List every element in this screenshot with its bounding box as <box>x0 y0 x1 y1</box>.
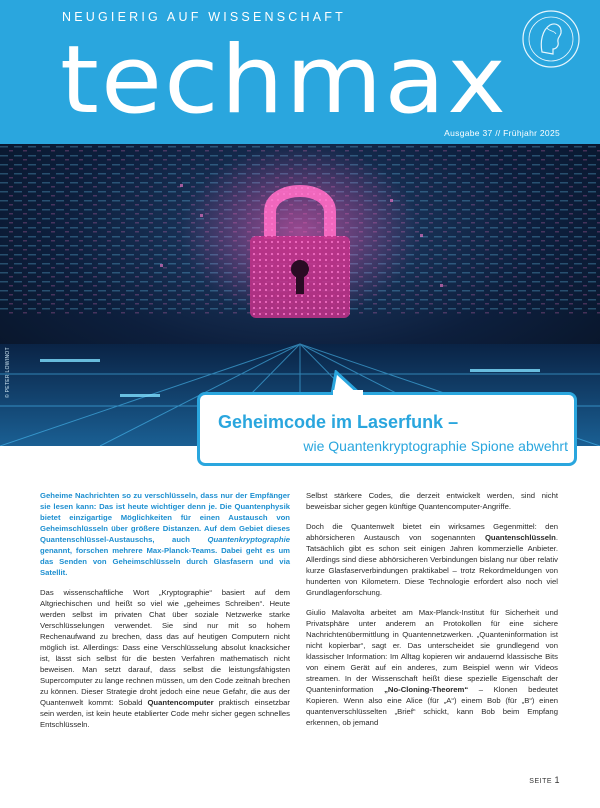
lead-paragraph: Geheime Nachrichten so zu verschlüsseln, dass nur der Empfänger sie lesen kann: Das ist heute wichtiger denn je. Die Quantenphysik bietet einzigartige Möglichkeiten für einen Austausch von Geheimschlüsseln über größere Distanzen. Auf dem Gebiet dieses Quantenschlüssel-Austauschs, auch Quantenkryptographie genannt, forschen mehrere Max-Planck-Teams. Dabei geht es um das Senden von Geheimschlüsseln durch Glasfasern und via Satellit. <box>40 491 290 577</box>
tagline: NEUGIERIG AUF WISSENSCHAFT <box>62 10 346 24</box>
right-column <box>306 490 558 737</box>
body-paragraph: Das wissenschaftliche Wort „Kryptographie“ basiert auf dem Altgriechischen und heißt so viel wie „geheimes Schreiben“. Heute werden selbst im privaten Chat über soziale Netzwerke starke Verschlüsselungen verwendet. Sie sind nur mit so hohem Rechenaufwand zu brechen, dass das auf heutigen Computern nicht möglich ist. Allerdings: Dass eine Verschlüsselung absolut knacksicher ist, lässt sich selbst für die besten Verfahren mathematisch nicht beweisen. Man setzt darauf, dass selbst die leistungsfähigsten Supercomputer zu lange rechnen müssen, um den Code zeitnah brechen zu können. Dieser Strategie droht jedoch eine neue Gefahr, die aus der Quantenwelt kommt: Sobald Quantencomputer praktisch einsetzbar sein werden, ist kein heute etablierter Code mehr sicher gegen schnelles Entschlüsseln. <box>40 588 290 729</box>
masthead <box>0 0 600 144</box>
left-column <box>40 490 290 739</box>
article-subtitle: wie Quantenkryptographie Spione abwehrt <box>303 438 568 454</box>
page-label: SEITE <box>529 778 553 785</box>
article-title: Geheimcode im Laserfunk – <box>218 412 459 432</box>
body-paragraph: Doch die Quantenwelt bietet ein wirksames Gegenmittel: den abhörsicheren Austausch von sogenannten Quantenschlüsseln. Tatsächlich gibt es schon seit einigen Jahren kommerzielle Anbieter. Allerdings sind diese abhörsicheren Verbindungen bislang nur über relativ kurze Glasfaserverbindungen praktikabel – trotz Rekordmeldungen von hunderten von Kilometern. Diese Technologie erfordert also noch viel Grundlagenforschung. <box>306 522 558 597</box>
minerva-seal-icon <box>520 8 582 70</box>
body-paragraph: Selbst stärkere Codes, die derzeit entwickelt werden, sind nicht beweisbar sicher gegen künftige Quantencomputer-Angriffe. <box>306 491 558 511</box>
bubble-tail-mask <box>333 390 363 396</box>
page-number <box>529 775 560 785</box>
page-num: 1 <box>554 775 560 785</box>
techmax-logo <box>60 28 510 134</box>
logo-text: techmax <box>60 28 508 134</box>
issue-label: Ausgabe 37 // Frühjahr 2025 <box>444 128 560 138</box>
body-paragraph: Giulio Malavolta arbeitet am Max-Planck-Institut für Sicherheit und Privatsphäre unter anderem an Protokollen für eine sichere Nachrichtenübermittlung in Quantennetzwerken. „Quanteninformation ist nicht kopierbar“, sagt er. Das unterscheidet sie grundlegend von klassischer Information: Im Alltag kopieren wir andauernd klassische Bits von einem Gerät auf ein anderes, zum Beispiel wenn wir Videos streamen. In der Wissenschaft heißt diese spezielle Eigenschaft der Quanteninformation „No-Cloning-Theorem“ – Klonen bedeutet Kopieren. Wenn also eine Alice (für „A“) einem Bob (für „B“) einen quantenverschlüsselten „Brief“ schickt, kann Bob beim Empfang erkennen, ob jemand <box>306 608 558 727</box>
photo-credit: © PETER LOWINOT <box>5 347 11 398</box>
